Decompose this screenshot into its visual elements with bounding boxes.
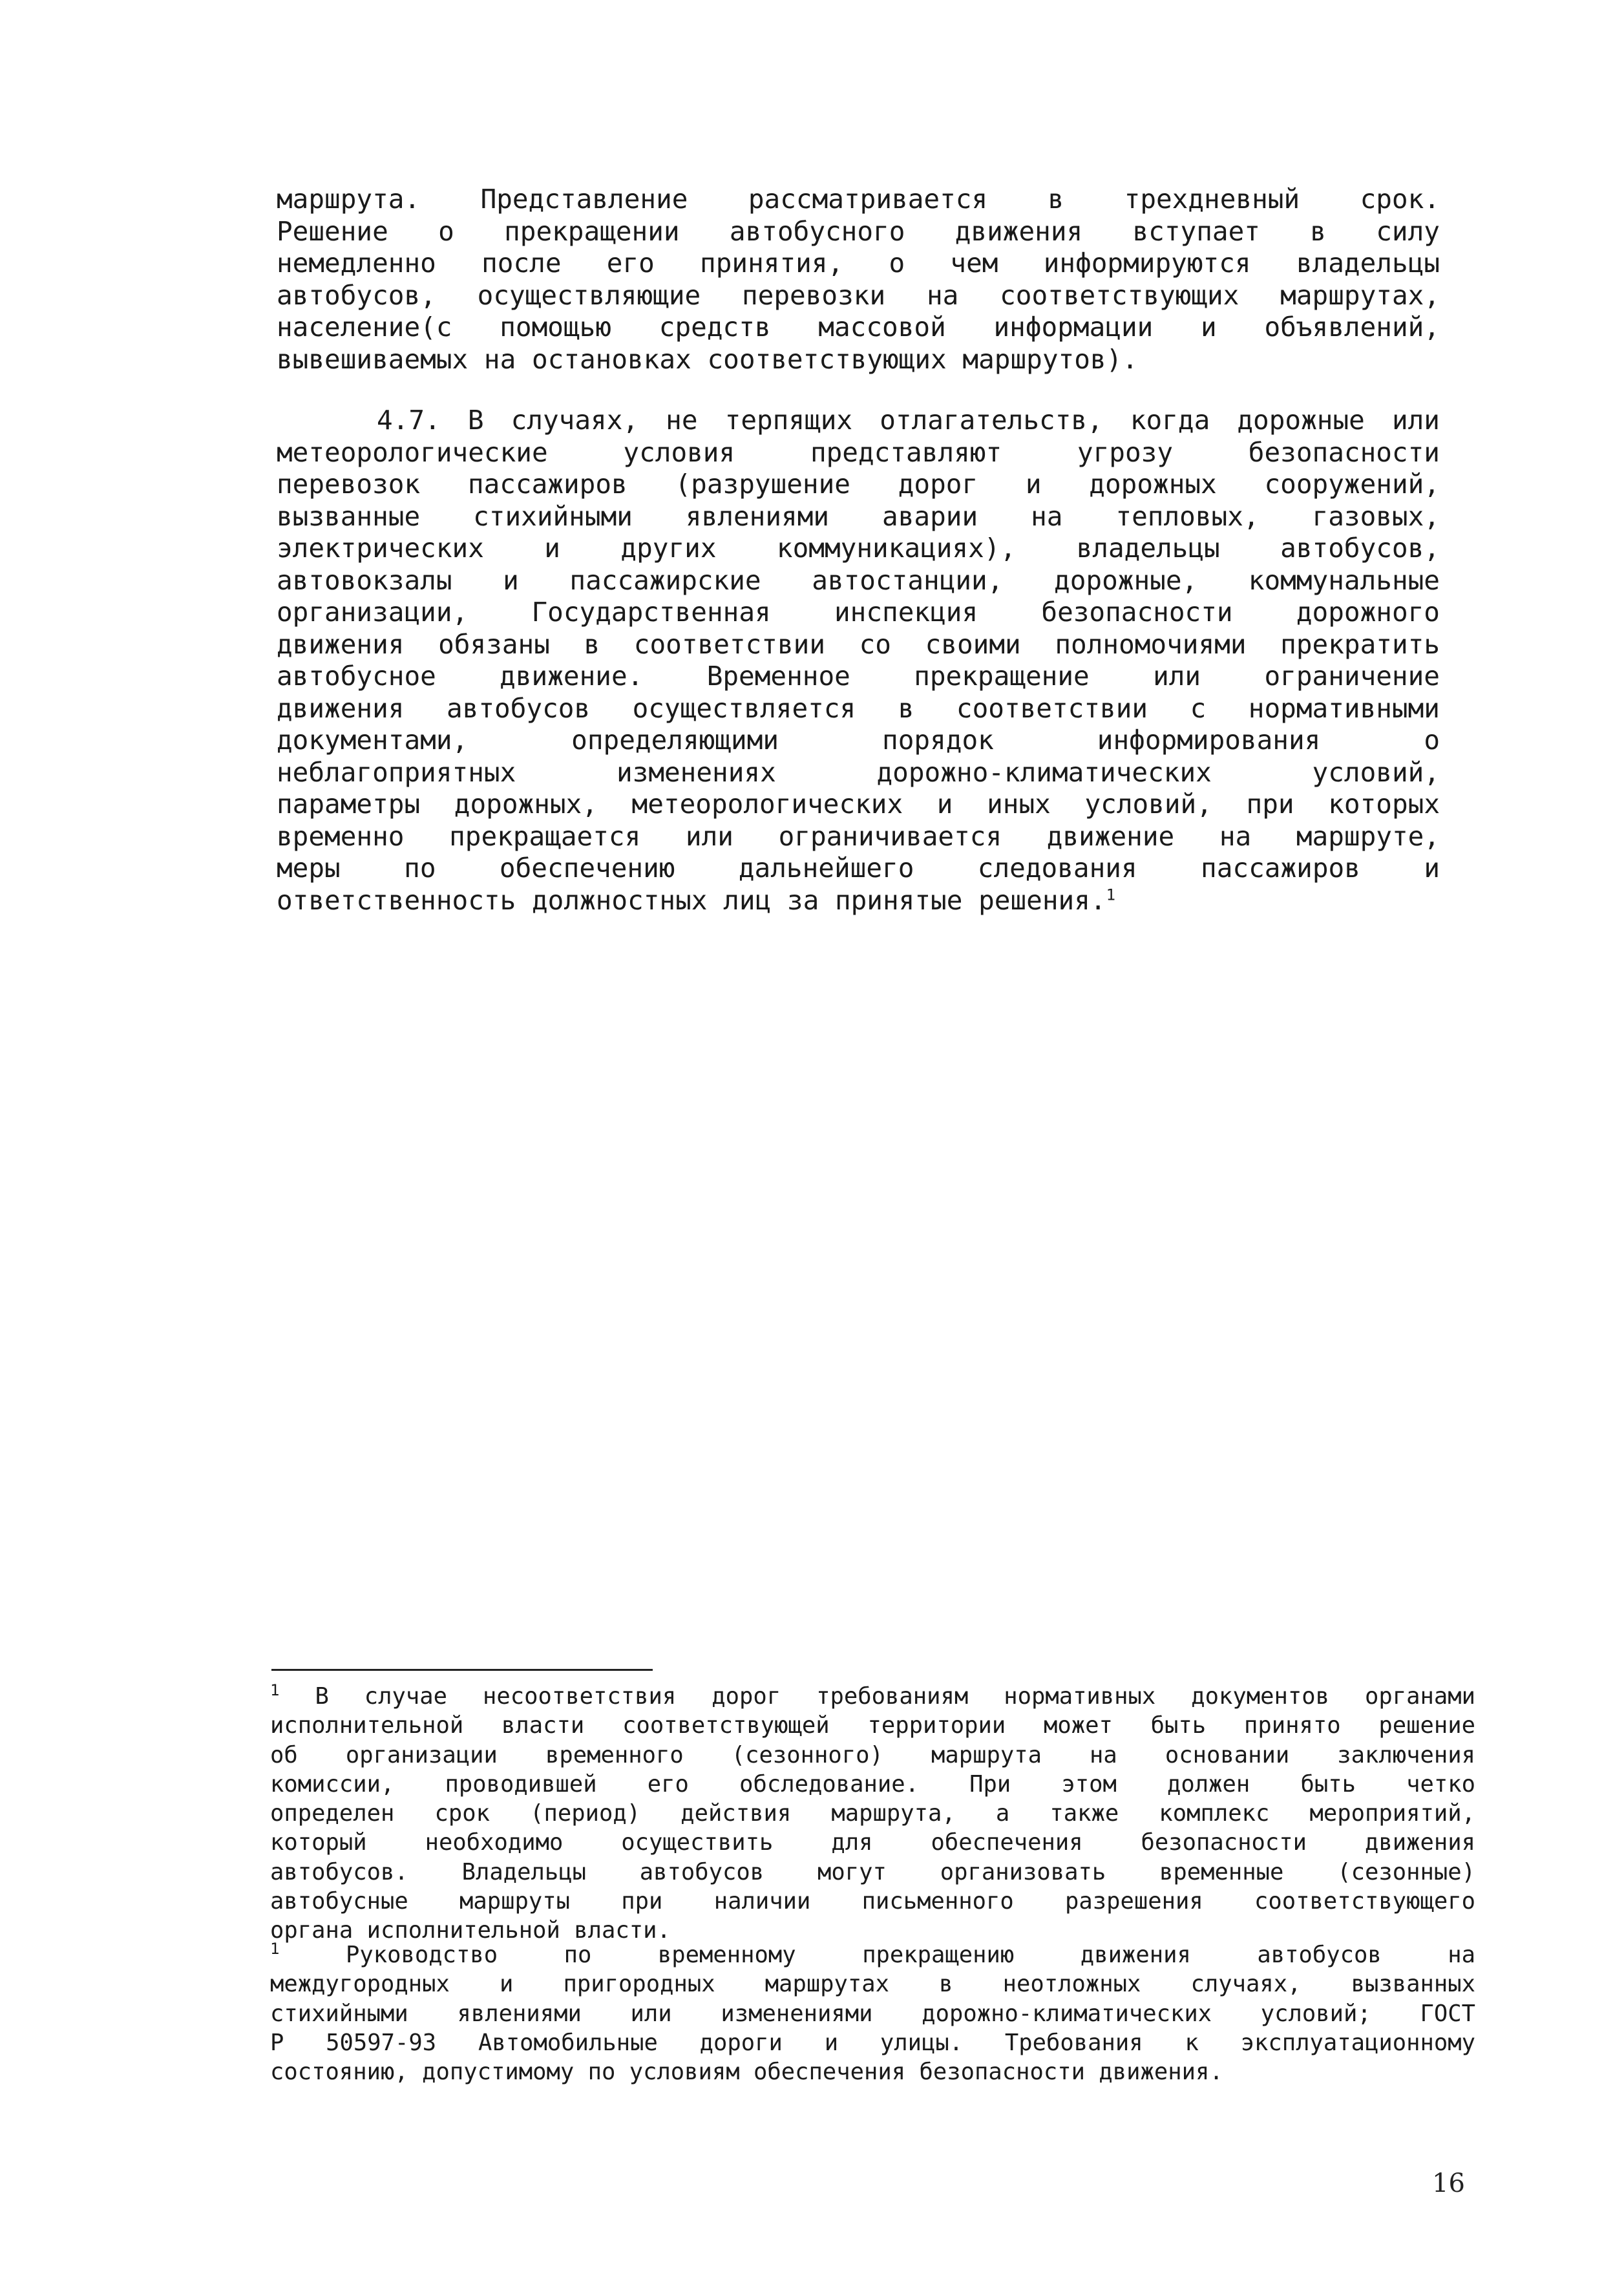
text-line: маршрута. Представление рассматривается в трехдневный срок. bbox=[277, 184, 1440, 215]
text-line: вывешиваемых на остановках соответствующих маршрутов). bbox=[277, 343, 1138, 375]
text-line: немедленно после его принятия, о чем информируются владельцы bbox=[277, 248, 1440, 279]
text-line: Решение о прекращении автобусного движения вступает в силу bbox=[277, 215, 1440, 247]
footnote-line: комиссии, проводившей его обследование. При этом должен быть четко bbox=[270, 1770, 1475, 1798]
footnote-line: автобусные маршруты при наличии письменного разрешения соответствующего bbox=[270, 1888, 1475, 1915]
footnote-1 bbox=[270, 1682, 1475, 1946]
footnote-line bbox=[270, 1940, 1475, 1969]
body-paragraph-4-7 bbox=[277, 405, 1440, 917]
footnote-text: В случае несоответствия дорог требованиям нормативных документов органами bbox=[279, 1683, 1475, 1710]
footnote-marker: 1 bbox=[270, 1940, 280, 1958]
text-line: метеорологические условия представляют угрозу безопасности bbox=[277, 436, 1440, 468]
text-line-last bbox=[277, 885, 1440, 917]
text-line: меры по обеспечению дальнейшего следования пассажиров и bbox=[277, 853, 1440, 884]
text-line: движения обязаны в соответствии со своими полномочиями прекратить bbox=[277, 628, 1440, 660]
footnote-line: исполнительной власти соответствующей территории может быть принято решение bbox=[270, 1712, 1475, 1739]
text-line: параметры дорожных, метеорологических и иных условий, при которых bbox=[277, 789, 1440, 820]
footnote-text: Руководство по временному прекращению движения автобусов на bbox=[279, 1942, 1475, 1968]
text-line: перевозок пассажиров (разрушение дорог и дорожных сооружений, bbox=[277, 469, 1440, 500]
footnote-marker: 1 bbox=[270, 1682, 280, 1700]
text-line-content: ответственность должностных лиц за принятые решения. bbox=[277, 884, 1106, 916]
text-line: автобусов, осуществляющие перевозки на соответствующих маршрутах, bbox=[277, 279, 1440, 311]
page-number: 16 bbox=[1432, 2169, 1465, 2198]
footnote-2 bbox=[270, 1940, 1475, 2086]
text-line: движения автобусов осуществляется в соответствии с нормативными bbox=[277, 692, 1440, 724]
text-line: документами, определяющими порядок информирования о bbox=[277, 725, 1440, 756]
text-line: организации, Государственная инспекция безопасности дорожного bbox=[277, 597, 1440, 628]
footnote-separator bbox=[271, 1669, 653, 1671]
footnote-line bbox=[270, 1682, 1475, 1711]
footnote-line: Р 50597-93 Автомобильные дороги и улицы. Требования к эксплуатационному bbox=[270, 2029, 1475, 2056]
footnote-line: органа исполнительной власти. bbox=[270, 1917, 671, 1944]
text-line: автобусное движение. Временное прекращение или ограничение bbox=[277, 661, 1440, 692]
footnote-line: который необходимо осуществить для обеспечения безопасности движения bbox=[270, 1829, 1475, 1856]
footnote-line: стихийными явлениями или изменениями дорожно-климатических условий; ГОСТ bbox=[270, 2000, 1475, 2027]
footnote-reference: 1 bbox=[1106, 885, 1116, 904]
text-line: 4.7. В случаях, не терпящих отлагательств, когда дорожные или bbox=[377, 405, 1440, 436]
footnote-line: автобусов. Владельцы автобусов могут организовать временные (сезонные) bbox=[270, 1858, 1475, 1885]
body-paragraph-1 bbox=[277, 184, 1440, 376]
text-line: неблагоприятных изменениях дорожно-климатических условий, bbox=[277, 756, 1440, 788]
footnote-line: определен срок (период) действия маршрута, а также комплекс мероприятий, bbox=[270, 1800, 1475, 1827]
text-line: электрических и других коммуникациях), владельцы автобусов, bbox=[277, 533, 1440, 564]
footnote-line: об организации временного (сезонного) маршрута на основании заключения bbox=[270, 1741, 1475, 1768]
footnote-line: состоянию, допустимому по условиям обеспечения безопасности движения. bbox=[270, 2059, 1223, 2086]
footnote-line: междугородных и пригородных маршрутах в неотложных случаях, вызванных bbox=[270, 1971, 1475, 1998]
text-line: временно прекращается или ограничивается движение на маршруте, bbox=[277, 820, 1440, 852]
text-line: население(с помощью средств массовой информации и объявлений, bbox=[277, 312, 1440, 343]
text-line: вызванные стихийными явлениями аварии на тепловых, газовых, bbox=[277, 500, 1440, 532]
text-line: автовокзалы и пассажирские автостанции, дорожные, коммунальные bbox=[277, 564, 1440, 596]
